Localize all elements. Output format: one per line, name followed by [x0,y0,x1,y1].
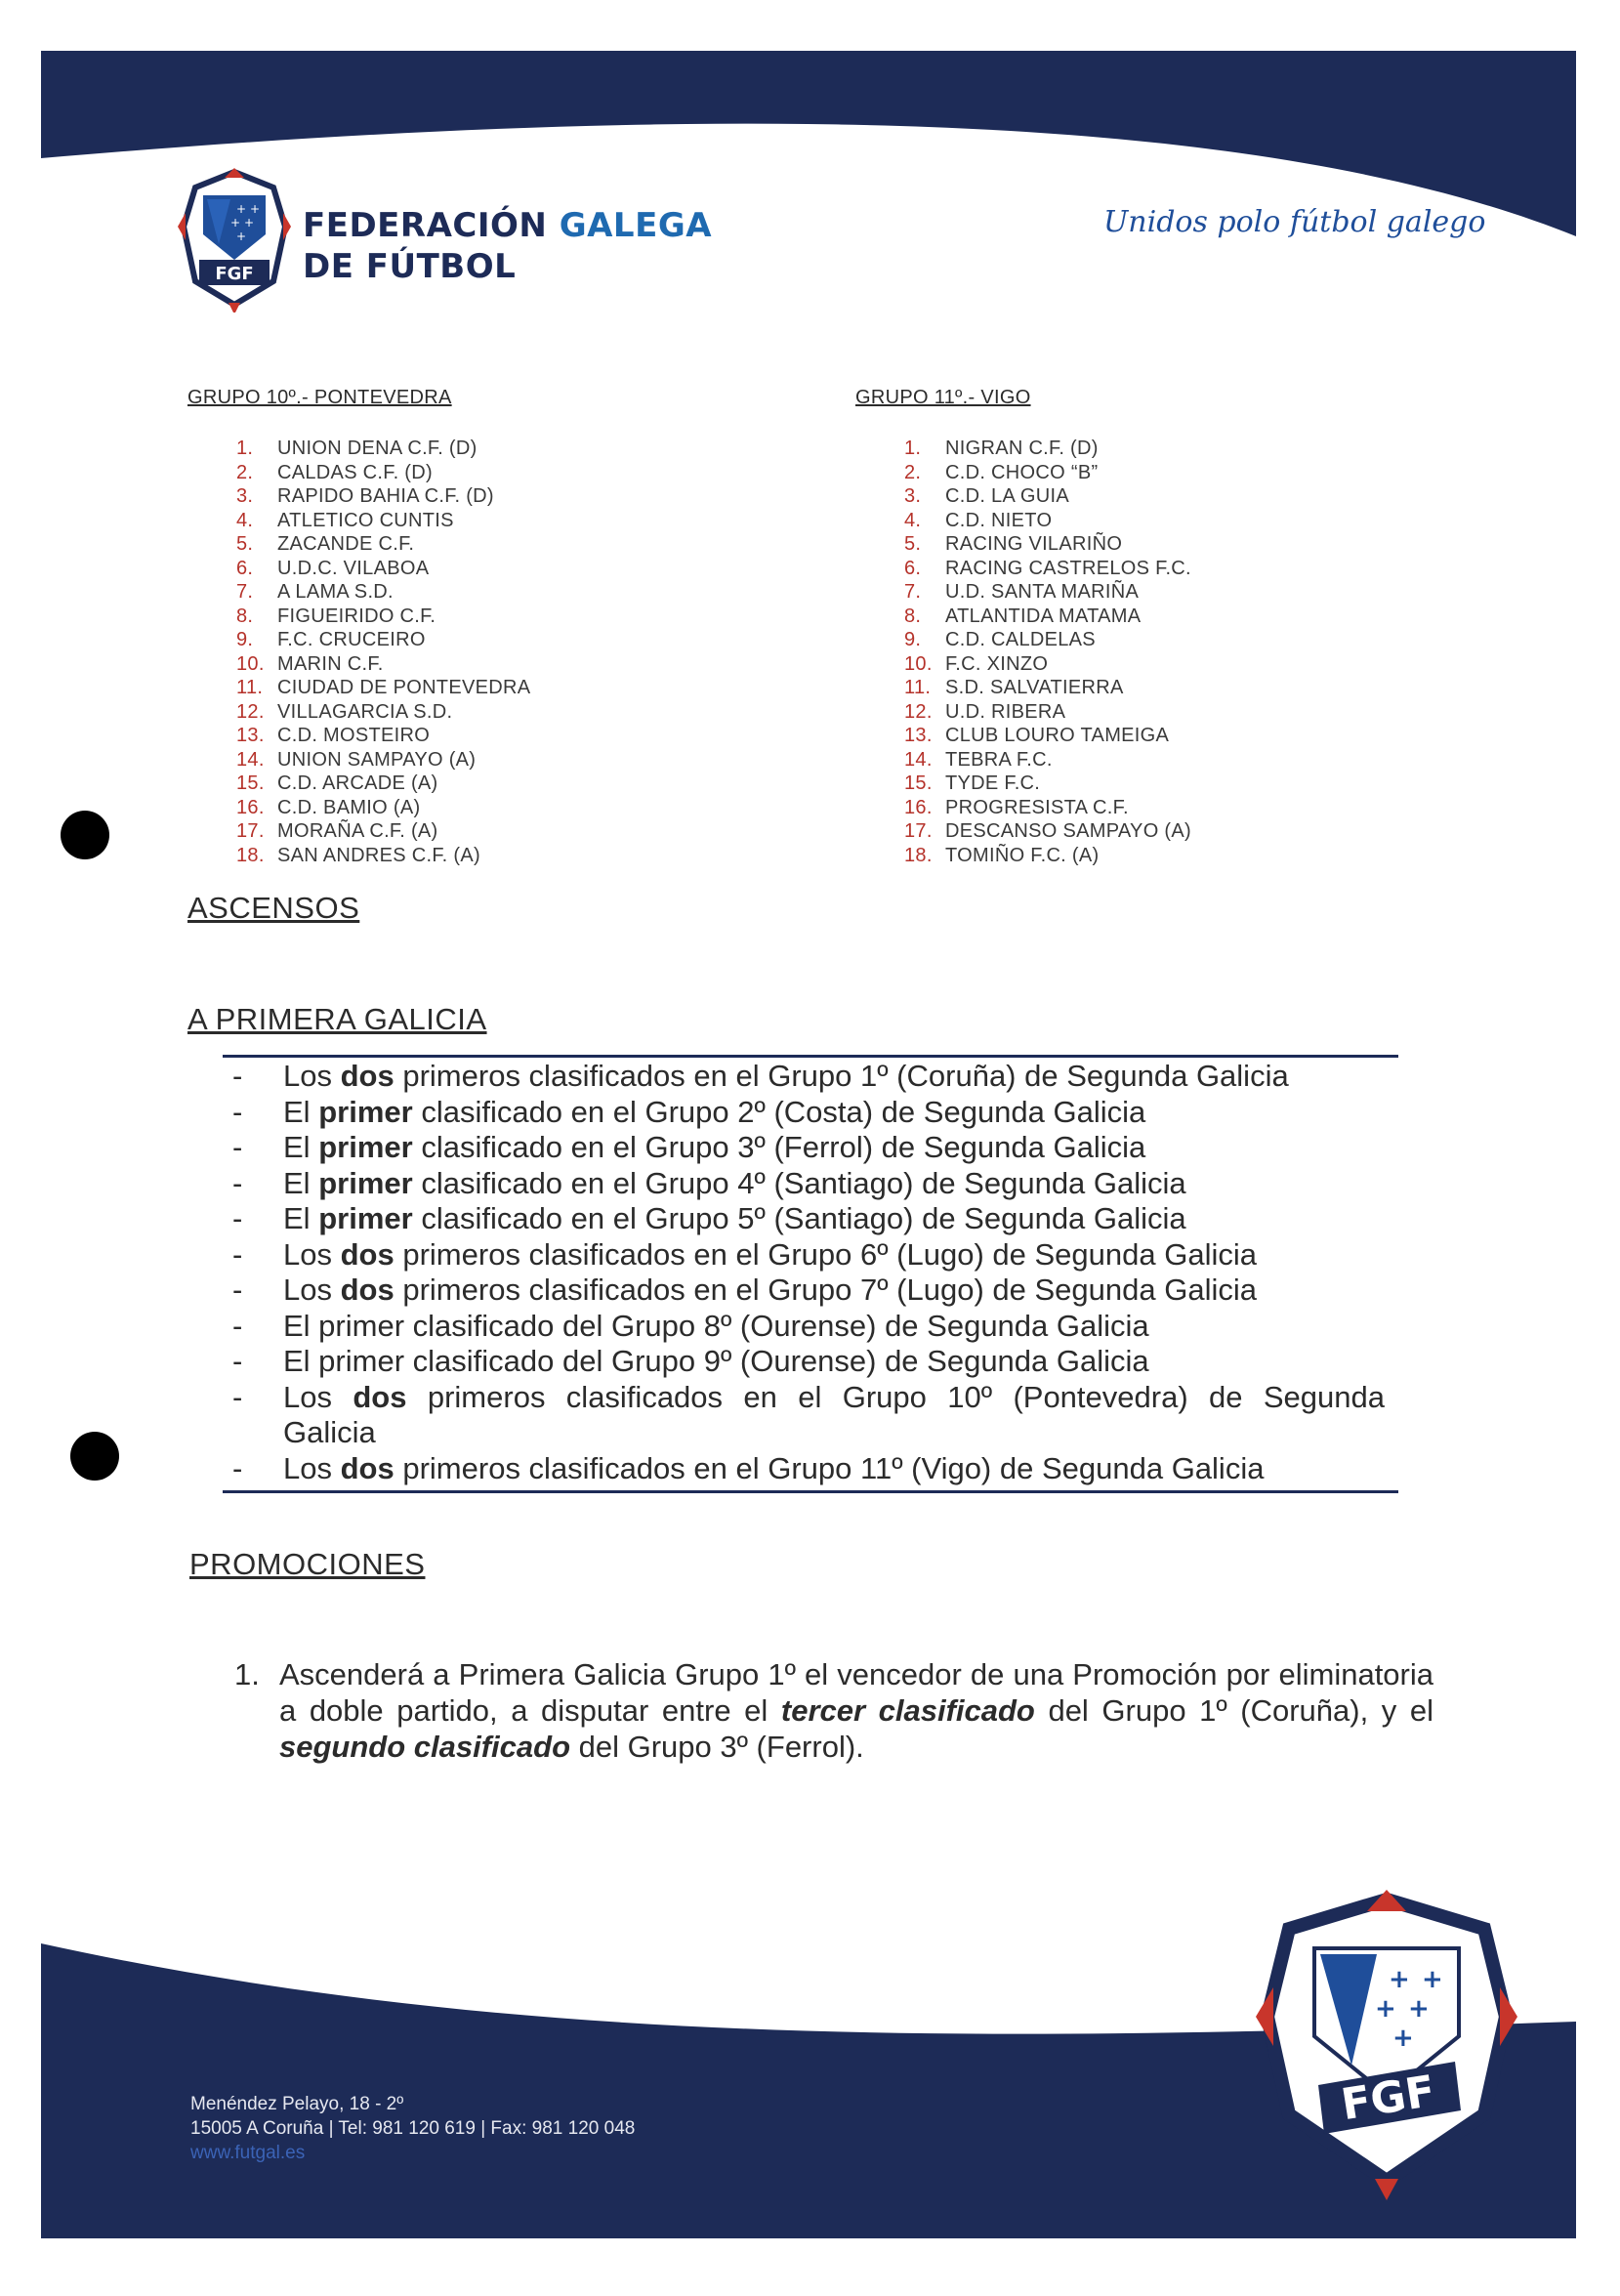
ascenso-text: Los dos primeros clasificados en el Grupo 7º (Lugo) de Segunda Galicia [283,1273,1257,1307]
team-number: 11. [236,677,264,698]
svg-text:FGF: FGF [1338,2066,1439,2131]
team-name: CALDAS C.F. (D) [277,461,433,483]
team-name: DESCANSO SAMPAYO (A) [945,820,1191,842]
team-number: 12. [904,700,933,723]
team-list-item [236,724,530,748]
bullet-dash: - [232,1450,243,1485]
ascenso-item [232,1237,1385,1273]
tagline: Unidos polo fútbol galego [1103,205,1486,239]
team-name: S.D. SALVATIERRA [945,677,1124,698]
bullet-dash: - [232,1165,243,1200]
ascenso-item-continuation: Galicia [283,1415,376,1449]
team-number: 4. [236,509,254,531]
team-number: 18. [904,844,933,866]
group11-team-list [904,437,1191,867]
team-list-item [904,844,1191,868]
team-list-item [904,437,1191,461]
team-name: ZACANDE C.F. [277,533,415,555]
group11-title: GRUPO 11º.- VIGO [855,387,1031,408]
team-name: C.D. CHOCO “B” [945,461,1099,483]
team-list-item [236,652,530,677]
team-list-item [236,628,530,652]
team-list-item [904,605,1191,629]
team-name: PROGRESISTA C.F. [945,796,1129,818]
team-list-item [904,700,1191,725]
bullet-dash: - [232,1379,243,1414]
team-number: 17. [236,820,265,842]
team-number: 6. [236,557,254,579]
team-name: U.D. RIBERA [945,700,1066,723]
team-name: C.D. LA GUIA [945,485,1069,507]
address-line1: Menéndez Pelayo, 18 - 2º [190,2094,404,2114]
ascenso-item [232,1201,1385,1237]
bullet-dash: - [232,1308,243,1343]
primera-galicia-heading: A PRIMERA GALICIA [187,1002,487,1036]
group10-title: GRUPO 10º.- PONTEVEDRA [187,387,452,408]
team-name: MORAÑA C.F. (A) [277,820,438,842]
brand-line1-dark: FEDERACIÓN [303,206,548,245]
ascenso-text: El primer clasificado en el Grupo 4º (Santiago) de Segunda Galicia [283,1165,1186,1200]
tercer-clasificado: tercer clasificado [780,1693,1035,1728]
team-list-item [236,748,530,772]
ascenso-item [232,1273,1385,1309]
bullet-dash: - [232,1130,243,1164]
team-number: 11. [904,677,932,698]
team-list-item [236,844,530,868]
team-number: 7. [904,581,922,603]
team-name: RACING CASTRELOS F.C. [945,557,1191,579]
svg-text:+: + [236,202,247,216]
team-number: 1. [236,438,254,459]
ascenso-item [232,1130,1385,1166]
fgf-footer-logo-icon [1250,1890,1523,2202]
team-number: 9. [236,629,254,650]
team-name: UNION SAMPAYO (A) [277,748,477,771]
team-number: 8. [236,605,254,627]
group10-team-list [236,437,530,867]
website-link[interactable]: www.futgal.es [190,2143,306,2163]
team-list-item [904,652,1191,677]
ascenso-text: El primer clasificado en el Grupo 3º (Ferrol) de Segunda Galicia [283,1130,1146,1164]
team-name: NIGRAN C.F. (D) [945,438,1099,459]
svg-text:+: + [244,216,255,230]
team-name: C.D. MOSTEIRO [277,725,431,746]
team-list-item [904,676,1191,700]
ascenso-item [232,1380,1385,1416]
team-number: 13. [904,725,933,746]
team-name: VILLAGARCIA S.D. [277,700,453,723]
promocion-item [234,1656,1433,1765]
svg-text:FGF: FGF [215,264,254,284]
team-list-item [236,437,530,461]
team-number: 15. [904,772,933,794]
bullet-dash: - [232,1094,243,1129]
team-name: RAPIDO BAHIA C.F. (D) [277,485,494,507]
team-number: 2. [236,461,254,483]
punch-hole-lower [70,1432,119,1481]
team-list-item [904,819,1191,844]
team-number: 16. [904,796,933,818]
team-name: U.D.C. VILABOA [277,557,430,579]
team-number: 1. [904,438,922,459]
team-number: 3. [904,485,922,507]
ascenso-text: Los dos primeros clasificados en el Grupo 1º (Coruña) de Segunda Galicia [283,1059,1289,1093]
ascenso-item [232,1451,1385,1487]
segundo-clasificado: segundo clasificado [279,1730,571,1764]
team-name: CIUDAD DE PONTEVEDRA [277,677,531,698]
team-number: 3. [236,485,254,507]
top-rule [223,1055,1398,1058]
ascenso-text: Los dos primeros clasificados en el Grupo 11º (Vigo) de Segunda Galicia [283,1450,1265,1485]
team-list-item [236,772,530,796]
team-number: 16. [236,796,265,818]
punch-hole-upper [61,811,109,859]
team-list-item [236,676,530,700]
team-name: UNION DENA C.F. (D) [277,438,478,459]
team-number: 12. [236,700,265,723]
footer-address [190,2092,635,2165]
svg-text:+: + [230,216,241,230]
ascenso-text: Los dos primeros clasificados en el Grupo 10º (Pontevedra) de Segunda [283,1379,1385,1414]
team-list-item [904,748,1191,772]
team-name: A LAMA S.D. [277,581,394,603]
team-name: ATLETICO CUNTIS [277,509,454,531]
team-name: MARIN C.F. [277,652,384,675]
promocion-number: 1. [234,1657,260,1691]
bullet-dash: - [232,1201,243,1235]
team-name: TOMIÑO F.C. (A) [945,844,1100,866]
ascenso-item [232,1166,1385,1202]
team-list-item [236,532,530,557]
team-list-item [904,532,1191,557]
team-name: U.D. SANTA MARIÑA [945,581,1140,603]
ascensos-list [232,1059,1385,1486]
promocion-text: Ascenderá a Primera Galicia Grupo 1º el vencedor de una Promoción por eliminatoria a doble partido, a disputar entre el tercer clasificado del Grupo 1º (Coruña), y el segundo clasificado del Grupo 3º (Ferrol). [279,1657,1434,1764]
ascenso-item [232,1309,1385,1345]
team-number: 14. [236,748,265,771]
federation-name [303,205,712,287]
team-number: 6. [904,557,922,579]
team-list-item [904,628,1191,652]
team-list-item [904,509,1191,533]
team-name: FIGUEIRIDO C.F. [277,605,436,627]
fgf-logo-icon [176,166,293,313]
team-list-item [236,557,530,581]
team-list-item [236,580,530,605]
ascensos-heading: ASCENSOS [187,891,360,925]
team-list-item [236,819,530,844]
ascenso-text: El primer clasificado en el Grupo 2º (Costa) de Segunda Galicia [283,1094,1146,1129]
svg-text:+: + [1389,1965,1410,1994]
team-list-item [904,484,1191,509]
ascenso-text: Los dos primeros clasificados en el Grupo 6º (Lugo) de Segunda Galicia [283,1236,1257,1272]
team-name: TEBRA F.C. [945,748,1053,771]
brand-line1-accent: GALEGA [559,206,713,245]
ascenso-text: El primer clasificado del Grupo 9º (Ourense) de Segunda Galicia [283,1344,1149,1378]
team-number: 17. [904,820,933,842]
team-number: 8. [904,605,922,627]
team-number: 7. [236,581,254,603]
team-name: C.D. ARCADE (A) [277,772,438,794]
team-number: 14. [904,748,933,771]
ascenso-text: El primer clasificado en el Grupo 5º (Santiago) de Segunda Galicia [283,1201,1186,1235]
team-number: 13. [236,725,265,746]
team-list-item [236,605,530,629]
bullet-dash: - [232,1236,243,1272]
team-list-item [904,461,1191,485]
ascenso-item [232,1059,1385,1095]
team-name: C.D. CALDELAS [945,629,1096,650]
team-name: C.D. BAMIO (A) [277,796,421,818]
svg-text:+: + [1422,1965,1443,1994]
team-number: 15. [236,772,265,794]
promociones-heading: PROMOCIONES [189,1547,426,1581]
team-name: SAN ANDRES C.F. (A) [277,844,480,866]
team-name: ATLANTIDA MATAMA [945,605,1142,627]
address-line2: 15005 A Coruña | Tel: 981 120 619 | Fax: 981 120 048 [190,2118,636,2139]
svg-text:+: + [236,230,247,243]
team-number: 5. [236,533,254,555]
bullet-dash: - [232,1059,243,1093]
team-name: C.D. NIETO [945,509,1053,531]
team-number: 10. [236,652,265,675]
svg-text:+: + [250,202,261,216]
team-list-item [904,580,1191,605]
team-number: 18. [236,844,265,866]
bullet-dash: - [232,1273,243,1307]
team-number: 2. [904,461,922,483]
team-number: 4. [904,509,922,531]
team-list-item [236,484,530,509]
svg-text:+: + [1408,1994,1430,2024]
team-name: RACING VILARIÑO [945,533,1123,555]
bullet-dash: - [232,1344,243,1378]
team-list-item [236,700,530,725]
team-list-item [236,796,530,820]
team-list-item [904,796,1191,820]
team-name: F.C. CRUCEIRO [277,629,426,650]
team-number: 10. [904,652,933,675]
team-list-item [236,461,530,485]
ascenso-item [232,1344,1385,1380]
svg-text:+: + [1392,2024,1414,2053]
brand-line2: DE FÚTBOL [303,247,517,286]
team-number: 5. [904,533,922,555]
team-number: 9. [904,629,922,650]
ascenso-text: El primer clasificado del Grupo 8º (Ourense) de Segunda Galicia [283,1308,1149,1343]
team-name: F.C. XINZO [945,652,1049,675]
ascenso-item [232,1095,1385,1131]
bottom-rule [223,1490,1398,1493]
team-name: CLUB LOURO TAMEIGA [945,725,1170,746]
team-list-item [904,557,1191,581]
team-list-item [904,772,1191,796]
team-list-item [904,724,1191,748]
team-list-item [236,509,530,533]
svg-text:+: + [1375,1994,1396,2024]
team-name: TYDE F.C. [945,772,1041,794]
